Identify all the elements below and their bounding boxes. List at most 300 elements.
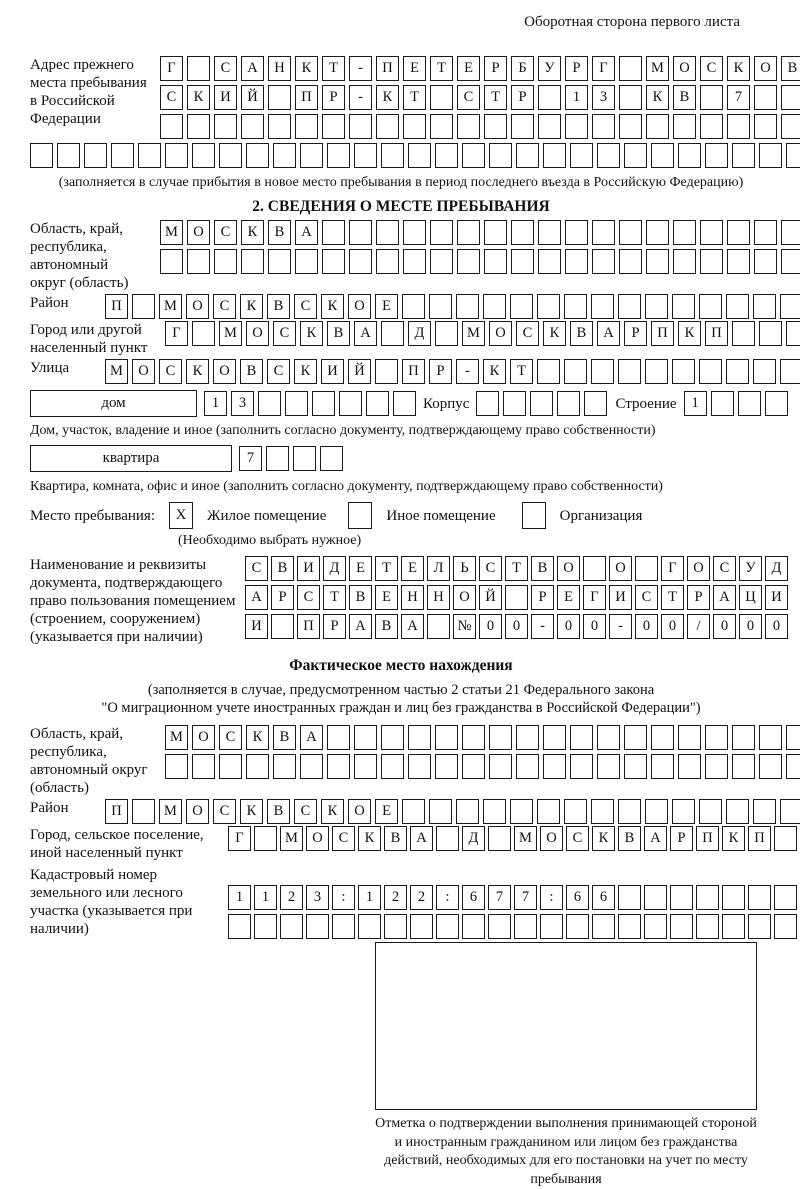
street-row <box>105 359 800 384</box>
char-cell: С <box>700 56 723 81</box>
char-cell <box>483 294 506 319</box>
char-cell <box>381 754 404 779</box>
char-cell: В <box>273 725 296 750</box>
char-cell <box>358 914 381 939</box>
char-cell: Т <box>375 556 398 581</box>
char-cell: Й <box>479 585 502 610</box>
char-cell <box>354 143 377 168</box>
char-cell: С <box>213 799 236 824</box>
char-cell <box>165 143 188 168</box>
char-cell: Е <box>375 799 398 824</box>
char-cell <box>537 294 560 319</box>
char-cell <box>228 914 251 939</box>
char-cell: В <box>570 321 593 346</box>
stay-option-zhiloe-label: Жилое помещение <box>207 507 327 524</box>
char-cell <box>618 359 641 384</box>
char-cell: 1 <box>228 885 251 910</box>
char-cell: О <box>609 556 632 581</box>
char-cell <box>592 914 615 939</box>
char-cell <box>540 914 563 939</box>
char-cell <box>699 799 722 824</box>
char-cell: А <box>300 725 323 750</box>
char-cell <box>774 885 797 910</box>
char-cell <box>489 754 512 779</box>
char-cell: С <box>479 556 502 581</box>
char-cell: 2 <box>280 885 303 910</box>
char-cell: - <box>349 56 372 81</box>
char-cell: К <box>483 359 506 384</box>
char-cell <box>727 220 750 245</box>
char-cell: Й <box>348 359 371 384</box>
char-cell <box>732 321 755 346</box>
char-cell <box>376 249 399 274</box>
char-cell <box>514 914 537 939</box>
actual-location-subtitle-1: (заполняется в случае, предусмотренном частью 2 статьи 21 Федерального закона <box>147 682 655 698</box>
actual-region-row-1 <box>165 725 800 750</box>
char-cell: М <box>165 725 188 750</box>
char-cell: О <box>540 826 563 851</box>
char-cell: 0 <box>661 614 684 639</box>
char-cell <box>306 914 329 939</box>
char-cell: К <box>321 294 344 319</box>
char-cell <box>644 885 667 910</box>
char-cell <box>111 143 134 168</box>
char-cell: Е <box>349 556 372 581</box>
street-field <box>30 359 772 384</box>
actual-location-subtitle-2: "О миграционном учете иностранных граждан и лиц без гражданства в Российской Федерации") <box>101 700 701 716</box>
char-cell <box>285 391 308 416</box>
char-cell: 1 <box>204 391 227 416</box>
char-cell <box>488 914 511 939</box>
char-cell <box>505 585 528 610</box>
char-cell <box>678 143 701 168</box>
actual-district-label: Район <box>30 800 69 816</box>
char-cell <box>332 914 355 939</box>
char-cell <box>381 725 404 750</box>
char-cell: Р <box>429 359 452 384</box>
char-cell: Г <box>661 556 684 581</box>
char-cell: В <box>267 799 290 824</box>
korpus-label: Корпус <box>423 395 470 412</box>
stay-option-inoe-label: Иное помещение <box>386 507 496 524</box>
char-cell: В <box>267 294 290 319</box>
char-cell <box>322 220 345 245</box>
char-cell <box>646 220 669 245</box>
char-cell: 1 <box>358 885 381 910</box>
char-cell <box>673 249 696 274</box>
char-cell: П <box>105 799 128 824</box>
char-cell <box>619 249 642 274</box>
document-field <box>30 556 782 646</box>
actual-region-row-2 <box>165 754 800 779</box>
char-cell: О <box>132 359 155 384</box>
actual-city-label: Город, сельское поселение, иной населенный пункт <box>30 827 204 861</box>
char-cell <box>214 249 237 274</box>
char-cell <box>645 359 668 384</box>
char-cell <box>696 914 719 939</box>
char-cell <box>618 799 641 824</box>
char-cell: С <box>273 321 296 346</box>
document-row-2 <box>245 585 788 610</box>
char-cell: Т <box>484 85 507 110</box>
char-cell <box>503 391 526 416</box>
char-cell: А <box>245 585 268 610</box>
char-cell <box>700 220 723 245</box>
char-cell: А <box>713 585 736 610</box>
char-cell <box>759 321 782 346</box>
char-cell: Т <box>430 56 453 81</box>
char-cell: С <box>566 826 589 851</box>
char-cell <box>322 114 345 139</box>
char-cell: А <box>597 321 620 346</box>
char-cell <box>774 914 797 939</box>
char-cell: Р <box>565 56 588 81</box>
char-cell <box>672 294 695 319</box>
char-cell <box>320 446 343 471</box>
char-cell <box>619 220 642 245</box>
char-cell: 0 <box>635 614 658 639</box>
char-cell: 6 <box>592 885 615 910</box>
char-cell <box>673 114 696 139</box>
char-cell <box>457 249 480 274</box>
char-cell: 6 <box>566 885 589 910</box>
char-cell <box>591 359 614 384</box>
char-cell <box>427 614 450 639</box>
char-cell: К <box>358 826 381 851</box>
char-cell: П <box>295 85 318 110</box>
char-cell: - <box>456 359 479 384</box>
document-label: Наименование и реквизиты документа, подтверждающего право пользования помещением (строением, сооружением) (указывается при наличии) <box>30 557 236 645</box>
char-cell <box>618 914 641 939</box>
char-cell: Т <box>661 585 684 610</box>
region-row-1 <box>160 220 800 245</box>
char-cell: Й <box>241 85 264 110</box>
char-cell <box>786 143 800 168</box>
char-cell <box>384 914 407 939</box>
char-cell <box>727 249 750 274</box>
char-cell <box>484 249 507 274</box>
char-cell: М <box>160 220 183 245</box>
char-cell: В <box>781 56 800 81</box>
stamp-caption: Отметка о подтверждении выполнения принимающей стороной и иностранным гражданином или лицом без гражданства действий, необходимых для его постановки на учет по месту пребывания <box>375 1116 757 1187</box>
char-cell: Е <box>557 585 580 610</box>
char-cell: Т <box>510 359 533 384</box>
char-cell: В <box>268 220 291 245</box>
char-cell: М <box>159 799 182 824</box>
char-cell <box>781 220 800 245</box>
char-cell <box>538 249 561 274</box>
char-cell <box>484 220 507 245</box>
char-cell <box>132 799 155 824</box>
char-cell <box>30 143 53 168</box>
char-cell: Н <box>401 585 424 610</box>
char-cell <box>592 249 615 274</box>
char-cell <box>705 754 728 779</box>
city-field <box>30 321 772 357</box>
char-cell <box>566 914 589 939</box>
apartment-box-label: квартира <box>30 445 232 472</box>
char-cell <box>408 754 431 779</box>
char-cell: М <box>159 294 182 319</box>
char-cell <box>618 885 641 910</box>
char-cell: О <box>348 799 371 824</box>
char-cell <box>754 220 777 245</box>
char-cell <box>457 114 480 139</box>
char-cell <box>376 114 399 139</box>
char-cell: С <box>294 294 317 319</box>
char-cell <box>584 391 607 416</box>
char-cell: С <box>713 556 736 581</box>
actual-region-label: Область, край, республика, автономный округ (область) <box>30 726 148 796</box>
char-cell <box>538 114 561 139</box>
char-cell: Е <box>403 56 426 81</box>
house-line <box>30 390 772 417</box>
char-cell: С <box>214 220 237 245</box>
char-cell <box>538 220 561 245</box>
actual-district-field <box>30 799 772 824</box>
char-cell <box>543 143 566 168</box>
char-cell <box>312 391 335 416</box>
char-cell <box>597 143 620 168</box>
char-cell <box>753 799 776 824</box>
char-cell: 0 <box>505 614 528 639</box>
char-cell <box>214 114 237 139</box>
char-cell: О <box>192 725 215 750</box>
char-cell: Д <box>323 556 346 581</box>
char-cell: Ц <box>739 585 762 610</box>
char-cell <box>591 294 614 319</box>
char-cell <box>488 826 511 851</box>
char-cell: В <box>673 85 696 110</box>
char-cell: 1 <box>254 885 277 910</box>
char-cell: В <box>618 826 641 851</box>
house-box-label: дом <box>30 390 197 417</box>
char-cell <box>780 359 800 384</box>
char-cell <box>646 114 669 139</box>
char-cell: Г <box>160 56 183 81</box>
char-cell: 3 <box>306 885 329 910</box>
char-cell <box>726 799 749 824</box>
char-cell <box>696 885 719 910</box>
char-cell: С <box>516 321 539 346</box>
stamp-box <box>375 942 757 1110</box>
char-cell: М <box>514 826 537 851</box>
char-cell <box>672 359 695 384</box>
section2-title: 2. СВЕДЕНИЯ О МЕСТЕ ПРЕБЫВАНИЯ <box>252 198 550 215</box>
cadastre-row-2 <box>228 914 797 939</box>
char-cell <box>738 391 761 416</box>
char-cell <box>403 249 426 274</box>
char-cell: С <box>214 56 237 81</box>
char-cell <box>375 359 398 384</box>
street-label: Улица <box>30 360 70 376</box>
char-cell <box>557 391 580 416</box>
char-cell: О <box>246 321 269 346</box>
char-cell: А <box>349 614 372 639</box>
char-cell: 1 <box>565 85 588 110</box>
char-cell: Т <box>323 585 346 610</box>
char-cell <box>354 725 377 750</box>
char-cell: А <box>354 321 377 346</box>
region-row-2 <box>160 249 800 274</box>
char-cell <box>327 725 350 750</box>
char-cell: Р <box>687 585 710 610</box>
char-cell: О <box>453 585 476 610</box>
char-cell: 0 <box>479 614 502 639</box>
region-field <box>30 220 772 292</box>
char-cell <box>538 85 561 110</box>
char-cell <box>786 754 800 779</box>
char-cell: О <box>754 56 777 81</box>
previous-address-row-1 <box>160 56 800 81</box>
char-cell: У <box>739 556 762 581</box>
char-cell <box>511 220 534 245</box>
char-cell: В <box>384 826 407 851</box>
char-cell <box>781 114 800 139</box>
previous-address-row-3 <box>160 114 800 139</box>
char-cell <box>786 321 800 346</box>
char-cell <box>711 391 734 416</box>
char-cell: Т <box>403 85 426 110</box>
char-cell <box>436 914 459 939</box>
char-cell <box>565 249 588 274</box>
char-cell <box>241 114 264 139</box>
char-cell <box>592 220 615 245</box>
char-cell: Г <box>228 826 251 851</box>
char-cell: 1 <box>684 391 707 416</box>
char-cell <box>219 143 242 168</box>
char-cell: К <box>240 294 263 319</box>
char-cell: И <box>609 585 632 610</box>
char-cell <box>138 143 161 168</box>
char-cell: Р <box>531 585 554 610</box>
char-cell: - <box>349 85 372 110</box>
char-cell: В <box>327 321 350 346</box>
actual-city-row <box>228 826 797 851</box>
char-cell: 2 <box>384 885 407 910</box>
char-cell <box>268 85 291 110</box>
char-cell <box>295 114 318 139</box>
checkbox-org <box>522 502 546 529</box>
char-cell: 0 <box>739 614 762 639</box>
char-cell <box>754 249 777 274</box>
char-cell <box>583 556 606 581</box>
char-cell <box>765 391 788 416</box>
char-cell: С <box>159 359 182 384</box>
char-cell <box>619 114 642 139</box>
char-cell: К <box>240 799 263 824</box>
char-cell <box>510 294 533 319</box>
char-cell: В <box>531 556 554 581</box>
char-cell <box>678 754 701 779</box>
char-cell <box>565 220 588 245</box>
char-cell <box>381 321 404 346</box>
char-cell: К <box>727 56 750 81</box>
char-cell: М <box>105 359 128 384</box>
char-cell: Д <box>408 321 431 346</box>
char-cell: С <box>213 294 236 319</box>
char-cell: Н <box>268 56 291 81</box>
char-cell: С <box>245 556 268 581</box>
char-cell: - <box>531 614 554 639</box>
char-cell: В <box>271 556 294 581</box>
char-cell: С <box>457 85 480 110</box>
char-cell: О <box>213 359 236 384</box>
char-cell: В <box>375 614 398 639</box>
char-cell <box>187 249 210 274</box>
district-row <box>105 294 800 319</box>
char-cell <box>619 85 642 110</box>
char-cell <box>591 799 614 824</box>
char-cell <box>456 799 479 824</box>
city-row <box>165 321 800 346</box>
char-cell: К <box>321 799 344 824</box>
char-cell: И <box>321 359 344 384</box>
char-cell: К <box>376 85 399 110</box>
char-cell: В <box>240 359 263 384</box>
document-row-3 <box>245 614 788 639</box>
char-cell: П <box>105 294 128 319</box>
char-cell <box>268 249 291 274</box>
char-cell: О <box>687 556 710 581</box>
char-cell <box>651 143 674 168</box>
char-cell: К <box>186 359 209 384</box>
char-cell <box>462 143 485 168</box>
actual-region-field <box>30 725 772 797</box>
char-cell: Р <box>670 826 693 851</box>
actual-district-row <box>105 799 800 824</box>
char-cell: К <box>592 826 615 851</box>
char-cell <box>192 143 215 168</box>
stay-option-org-label: Организация <box>559 507 643 524</box>
char-cell: П <box>705 321 728 346</box>
stay-place-line <box>30 502 772 529</box>
char-cell <box>322 249 345 274</box>
char-cell: Б <box>511 56 534 81</box>
char-cell <box>327 754 350 779</box>
char-cell: А <box>644 826 667 851</box>
char-cell <box>192 754 215 779</box>
char-cell: М <box>280 826 303 851</box>
char-cell <box>349 114 372 139</box>
char-cell <box>268 114 291 139</box>
char-cell: П <box>376 56 399 81</box>
char-cell <box>700 249 723 274</box>
char-cell <box>564 799 587 824</box>
char-cell: С <box>294 799 317 824</box>
char-cell: П <box>696 826 719 851</box>
char-cell <box>565 114 588 139</box>
char-cell: И <box>214 85 237 110</box>
char-cell <box>430 85 453 110</box>
char-cell <box>726 294 749 319</box>
actual-city-field <box>30 826 772 862</box>
char-cell <box>489 143 512 168</box>
char-cell: О <box>489 321 512 346</box>
char-cell: К <box>646 85 669 110</box>
char-cell: С <box>267 359 290 384</box>
char-cell <box>727 114 750 139</box>
char-cell: С <box>332 826 355 851</box>
char-cell: Г <box>165 321 188 346</box>
char-cell: 0 <box>713 614 736 639</box>
char-cell: Р <box>624 321 647 346</box>
char-cell <box>511 249 534 274</box>
char-cell <box>651 725 674 750</box>
char-cell <box>266 446 289 471</box>
char-cell: Р <box>484 56 507 81</box>
char-cell <box>462 914 485 939</box>
